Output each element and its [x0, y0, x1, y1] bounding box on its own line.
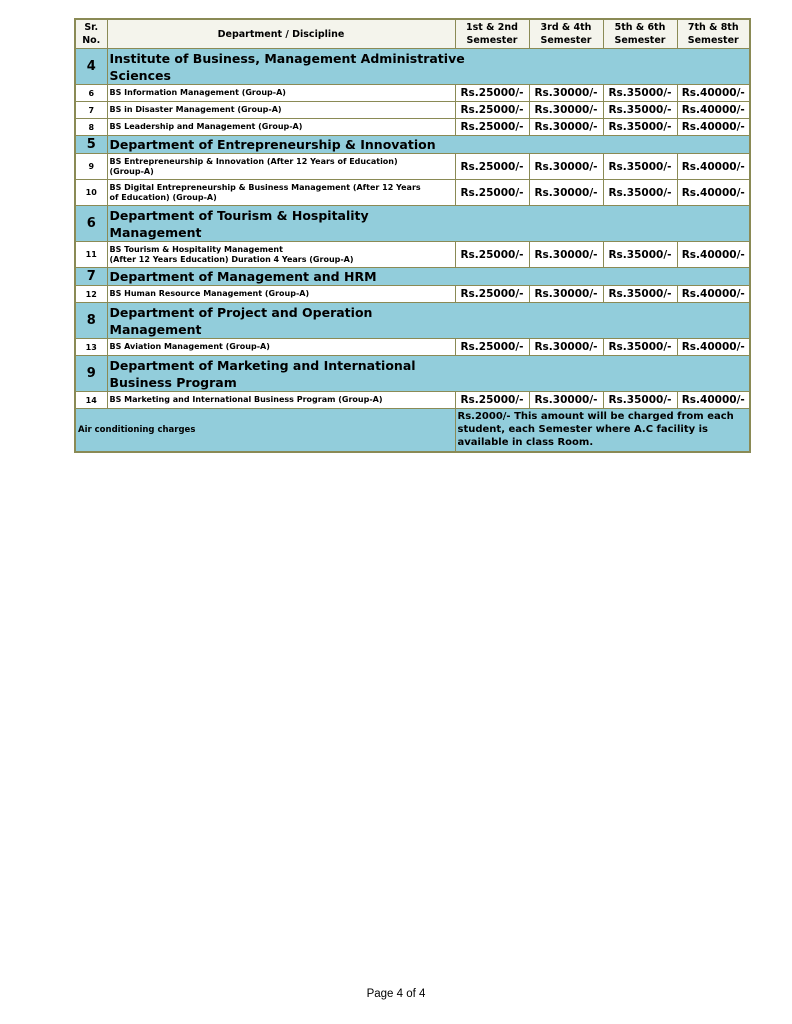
fee-sem-1-2: Rs.25000/- — [455, 242, 529, 268]
header-department: Department / Discipline — [107, 19, 455, 49]
fee-sem-3-4: Rs.30000/- — [529, 85, 603, 102]
table-row — [75, 392, 750, 409]
department-number: 6 — [75, 206, 107, 242]
program-name-line1: BS Digital Entrepreneurship & Business Management (After 12 Years — [109, 182, 421, 192]
air-conditioning-note — [455, 409, 750, 452]
fee-sem-5-6: Rs.35000/- — [603, 242, 677, 268]
fee-sem-7-8: Rs.40000/- — [677, 286, 750, 303]
department-name — [107, 206, 750, 242]
row-sr: 9 — [75, 154, 107, 180]
fee-sem-5-6: Rs.35000/- — [603, 102, 677, 119]
row-sr: 10 — [75, 180, 107, 206]
program-name-line2: (After 12 Years Education) Duration 4 Years (Group-A) — [109, 254, 354, 264]
department-row — [75, 206, 750, 242]
department-name — [107, 49, 750, 85]
fee-sem-7-8: Rs.40000/- — [677, 85, 750, 102]
program-name-line2: of Education) (Group-A) — [109, 192, 217, 202]
fee-sem-1-2: Rs.25000/- — [455, 102, 529, 119]
fee-sem-5-6: Rs.35000/- — [603, 392, 677, 409]
table-row — [75, 85, 750, 102]
fee-sem-1-2: Rs.25000/- — [455, 339, 529, 356]
fee-sem-5-6: Rs.35000/- — [603, 154, 677, 180]
header-sem-1-2-line2: Semester — [466, 35, 518, 46]
fee-sem-3-4: Rs.30000/- — [529, 286, 603, 303]
fee-sem-1-2: Rs.25000/- — [455, 392, 529, 409]
row-sr: 7 — [75, 102, 107, 119]
row-sr: 14 — [75, 392, 107, 409]
program-name — [107, 154, 455, 180]
department-number: 7 — [75, 268, 107, 286]
fee-sem-3-4: Rs.30000/- — [529, 339, 603, 356]
program-name: BS Aviation Management (Group-A) — [107, 339, 455, 356]
department-name-line1: Department of Project and Operation — [109, 304, 373, 320]
row-sr: 8 — [75, 119, 107, 136]
program-name: BS Information Management (Group-A) — [107, 85, 455, 102]
table-header-row — [75, 19, 750, 49]
header-sem-3-4-line1: 3rd & 4th — [540, 22, 592, 33]
table-row — [75, 154, 750, 180]
header-sem-5-6 — [603, 19, 677, 49]
table-row — [75, 242, 750, 268]
department-name-line2: Management — [109, 321, 202, 337]
department-name: Department of Entrepreneurship & Innovation — [107, 136, 750, 154]
department-name — [107, 356, 750, 392]
header-sem-7-8-line1: 7th & 8th — [687, 22, 739, 33]
air-conditioning-label: Air conditioning charges — [75, 409, 455, 452]
header-sem-1-2-line1: 1st & 2nd — [466, 22, 518, 33]
row-sr: 6 — [75, 85, 107, 102]
fee-sem-3-4: Rs.30000/- — [529, 180, 603, 206]
department-name — [107, 303, 750, 339]
department-row — [75, 268, 750, 286]
table-row — [75, 339, 750, 356]
program-name: BS Marketing and International Business Program (Group-A) — [107, 392, 455, 409]
fee-sem-5-6: Rs.35000/- — [603, 286, 677, 303]
header-sem-5-6-line2: Semester — [614, 35, 666, 46]
department-number: 4 — [75, 49, 107, 85]
header-sr-text: Sr. — [84, 22, 99, 33]
air-conditioning-row — [75, 409, 750, 452]
department-row — [75, 49, 750, 85]
table-row — [75, 102, 750, 119]
program-name: BS Human Resource Management (Group-A) — [107, 286, 455, 303]
header-sem-3-4-line2: Semester — [540, 35, 592, 46]
header-sr-no — [75, 19, 107, 49]
row-sr: 13 — [75, 339, 107, 356]
fee-sem-7-8: Rs.40000/- — [677, 392, 750, 409]
fee-sem-5-6: Rs.35000/- — [603, 180, 677, 206]
fee-sem-3-4: Rs.30000/- — [529, 102, 603, 119]
fee-sem-7-8: Rs.40000/- — [677, 339, 750, 356]
department-row — [75, 303, 750, 339]
program-name — [107, 180, 455, 206]
department-row — [75, 136, 750, 154]
ac-note-line3: available in class Room. — [457, 437, 594, 449]
fee-sem-3-4: Rs.30000/- — [529, 154, 603, 180]
header-sem-7-8-line2: Semester — [687, 35, 739, 46]
program-name: BS Leadership and Management (Group-A) — [107, 119, 455, 136]
ac-note-line1: Rs.2000/- This amount will be charged from each — [457, 411, 734, 423]
fee-sem-5-6: Rs.35000/- — [603, 339, 677, 356]
fee-sem-7-8: Rs.40000/- — [677, 242, 750, 268]
department-number: 9 — [75, 356, 107, 392]
table-row — [75, 286, 750, 303]
department-number: 5 — [75, 136, 107, 154]
header-sem-5-6-line1: 5th & 6th — [614, 22, 666, 33]
program-name — [107, 242, 455, 268]
row-sr: 11 — [75, 242, 107, 268]
fee-sem-1-2: Rs.25000/- — [455, 154, 529, 180]
department-name-line1: Department of Tourism & Hospitality — [109, 207, 369, 223]
fee-sem-1-2: Rs.25000/- — [455, 180, 529, 206]
fee-sem-5-6: Rs.35000/- — [603, 119, 677, 136]
header-no-text: No. — [82, 35, 101, 46]
department-name: Department of Management and HRM — [107, 268, 750, 286]
fee-sem-7-8: Rs.40000/- — [677, 119, 750, 136]
page-number: Page 4 of 4 — [366, 988, 426, 1000]
fee-sem-1-2: Rs.25000/- — [455, 286, 529, 303]
department-row — [75, 356, 750, 392]
program-name: BS in Disaster Management (Group-A) — [107, 102, 455, 119]
header-sem-7-8 — [677, 19, 750, 49]
fee-sem-7-8: Rs.40000/- — [677, 102, 750, 119]
fee-sem-5-6: Rs.35000/- — [603, 85, 677, 102]
fee-sem-7-8: Rs.40000/- — [677, 154, 750, 180]
department-name-line1: Institute of Business, Management Administrative — [109, 50, 465, 66]
fee-sem-3-4: Rs.30000/- — [529, 119, 603, 136]
program-name-line1: BS Entrepreneurship & Innovation (After 12 Years of Education) — [109, 156, 398, 166]
fee-table — [74, 18, 751, 453]
department-name-line1: Department of Marketing and International — [109, 357, 416, 373]
program-name-line1: BS Tourism & Hospitality Management — [109, 244, 283, 254]
ac-note-line2: student, each Semester where A.C facility is — [457, 424, 708, 436]
header-sem-3-4 — [529, 19, 603, 49]
table-row — [75, 180, 750, 206]
row-sr: 12 — [75, 286, 107, 303]
department-name-line2: Management — [109, 224, 202, 240]
header-sem-1-2 — [455, 19, 529, 49]
fee-sem-3-4: Rs.30000/- — [529, 242, 603, 268]
fee-sem-7-8: Rs.40000/- — [677, 180, 750, 206]
department-name-line2: Business Program — [109, 374, 237, 390]
program-name-line2: (Group-A) — [109, 166, 154, 176]
fee-sem-1-2: Rs.25000/- — [455, 119, 529, 136]
department-name-line2: Sciences — [109, 67, 171, 83]
department-number: 8 — [75, 303, 107, 339]
fee-sem-1-2: Rs.25000/- — [455, 85, 529, 102]
fee-sem-3-4: Rs.30000/- — [529, 392, 603, 409]
table-row — [75, 119, 750, 136]
